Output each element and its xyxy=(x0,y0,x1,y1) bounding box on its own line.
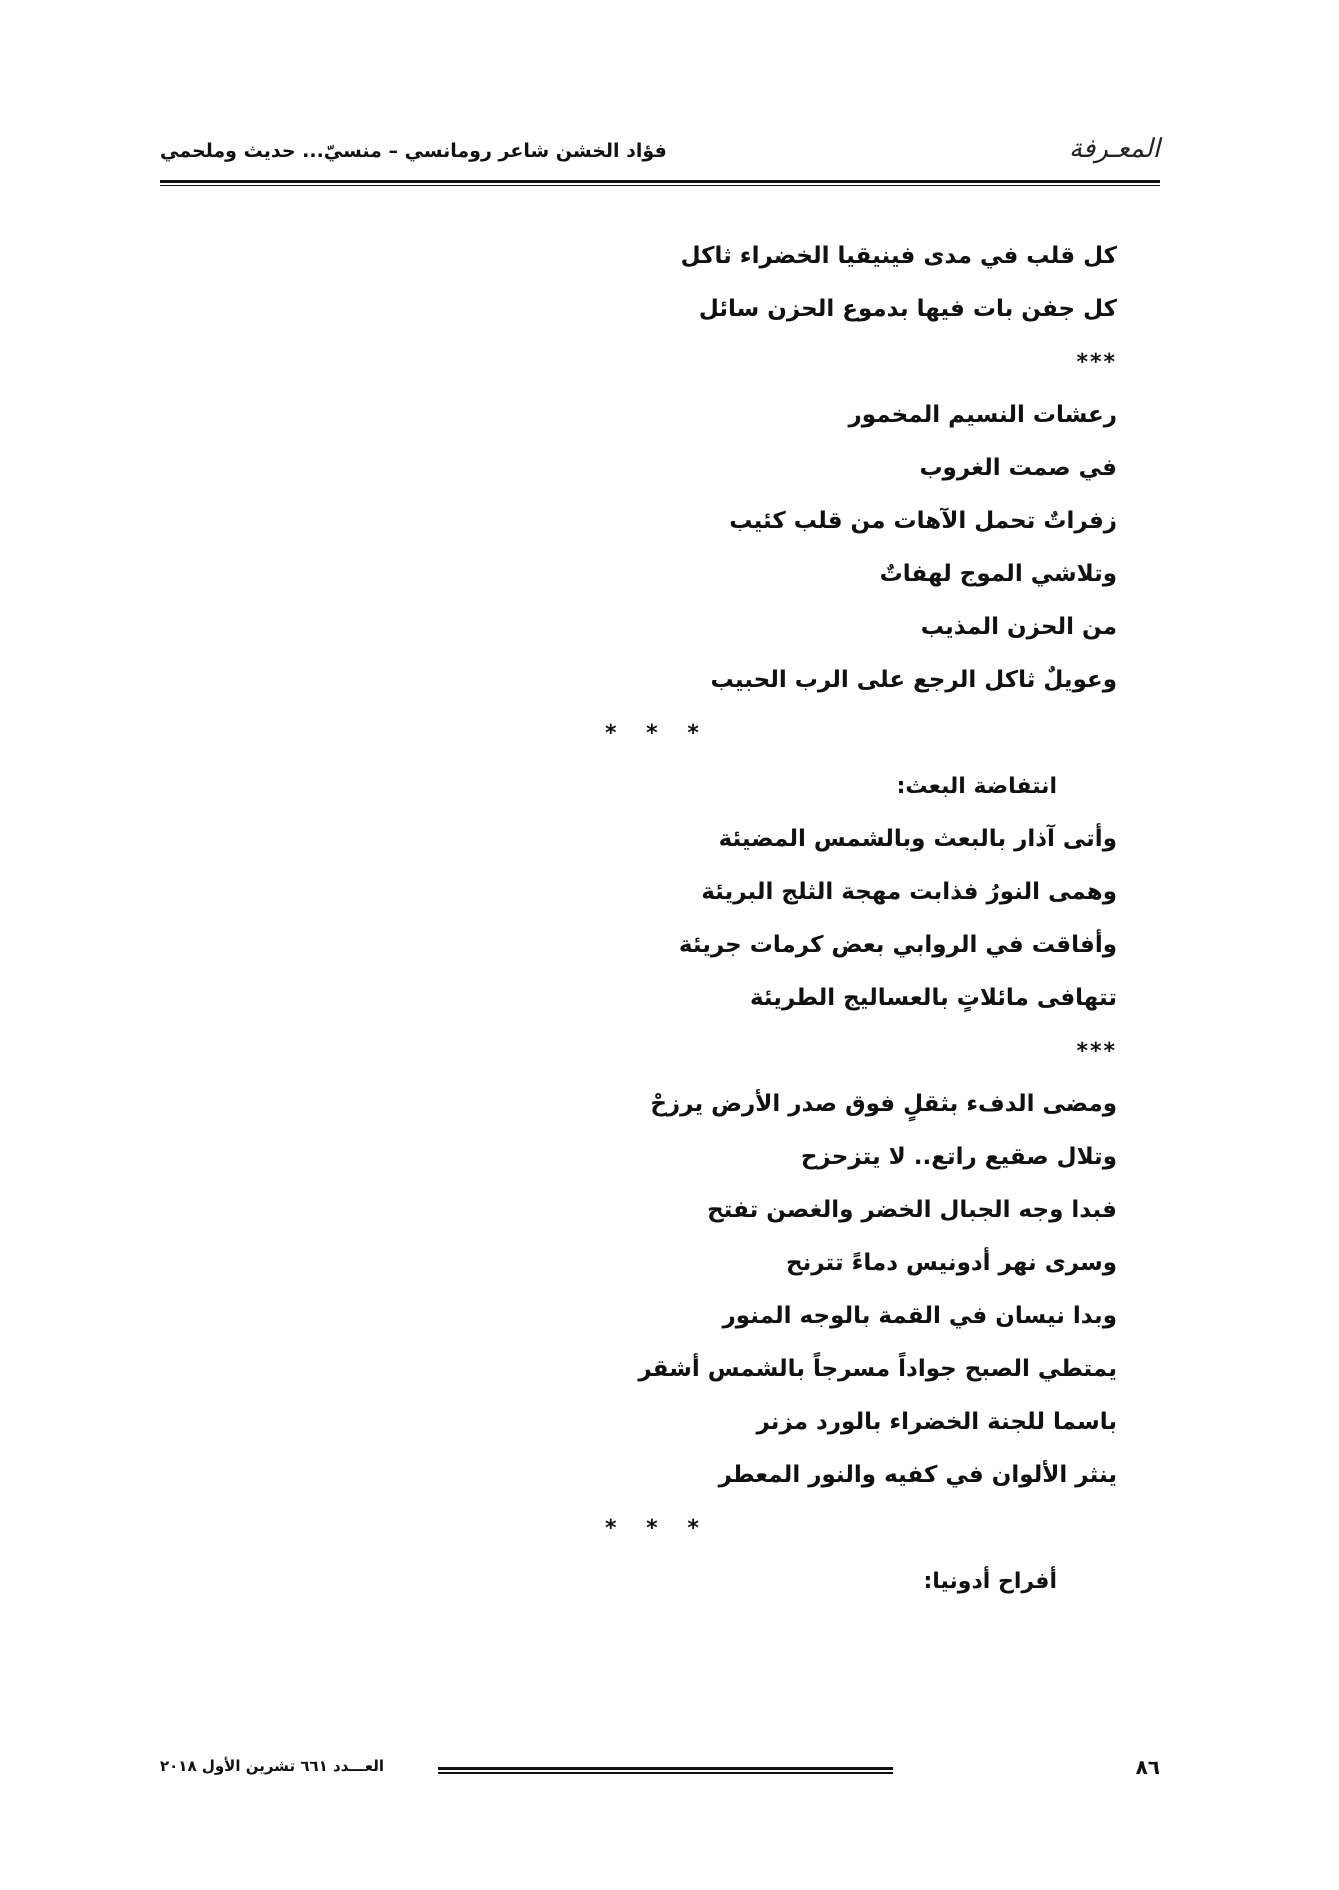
verse-line: فبدا وجه الجبال الخضر والغصن تفتح xyxy=(707,1197,1117,1223)
verse-line: في صمت الغروب xyxy=(919,455,1117,481)
verse-line: ينثر الألوان في كفيه والنور المعطر xyxy=(718,1462,1117,1488)
section-separator: * * * xyxy=(605,721,699,746)
section-separator: *** xyxy=(1076,350,1117,375)
verse-line: وأتى آذار بالبعث وبالشمس المضيئة xyxy=(718,826,1117,852)
section-separator: * * * xyxy=(605,1516,699,1541)
verse-line: وبدا نيسان في القمة بالوجه المنور xyxy=(722,1303,1117,1329)
verse-line: زفراتٌ تحمل الآهات من قلب كئيب xyxy=(729,508,1117,534)
section-heading: أفراح أدونيا: xyxy=(923,1569,1057,1594)
header-rule xyxy=(160,180,1160,186)
section-heading: انتفاضة البعث: xyxy=(896,774,1057,799)
verse-line: وهمى النورُ فذابت مهجة الثلج البريئة xyxy=(701,879,1117,905)
page-number: ٨٦ xyxy=(1135,1755,1160,1779)
verse-line: باسما للجنة الخضراء بالورد مزنر xyxy=(756,1409,1117,1435)
verse-line: وتلاشي الموج لهفاتٌ xyxy=(879,561,1117,587)
issue-info: العـــدد ٦٦١ تشرين الأول ٢٠١٨ xyxy=(160,1757,384,1775)
verse-line: تتهافى مائلاتٍ بالعساليج الطريئة xyxy=(749,985,1117,1011)
verse-line: من الحزن المذيب xyxy=(920,614,1117,640)
section-separator: *** xyxy=(1076,1039,1117,1064)
verse-line: رعشات النسيم المخمور xyxy=(848,402,1117,428)
journal-logo: المعـرفة xyxy=(1068,134,1160,164)
verse-line: ومضى الدفء بثقلٍ فوق صدر الأرض يرزحْ xyxy=(650,1091,1117,1117)
footer-rule xyxy=(438,1767,893,1774)
verse-line: وعويلٌ ثاكل الرجع على الرب الحبيب xyxy=(710,667,1117,693)
poem-body xyxy=(397,230,1117,1608)
running-title: فؤاد الخشن شاعر رومانسي – منسيّ... حديث وملحمي xyxy=(160,140,667,162)
verse-line: كل جفن بات فيها بدموع الحزن سائل xyxy=(698,296,1117,322)
page-footer xyxy=(160,1755,1160,1785)
page-header xyxy=(160,130,1160,170)
verse-line: وسرى نهر أدونيس دماءً تترنح xyxy=(786,1250,1117,1276)
verse-line: وأفاقت في الروابي بعض كرمات جريئة xyxy=(678,932,1117,958)
verse-line: يمتطي الصبح جواداً مسرجاً بالشمس أشقر xyxy=(638,1356,1117,1382)
verse-line: وتلال صقيع راتع.. لا يتزحزح xyxy=(800,1144,1117,1170)
verse-line: كل قلب في مدى فينيقيا الخضراء ثاكل xyxy=(680,243,1117,269)
